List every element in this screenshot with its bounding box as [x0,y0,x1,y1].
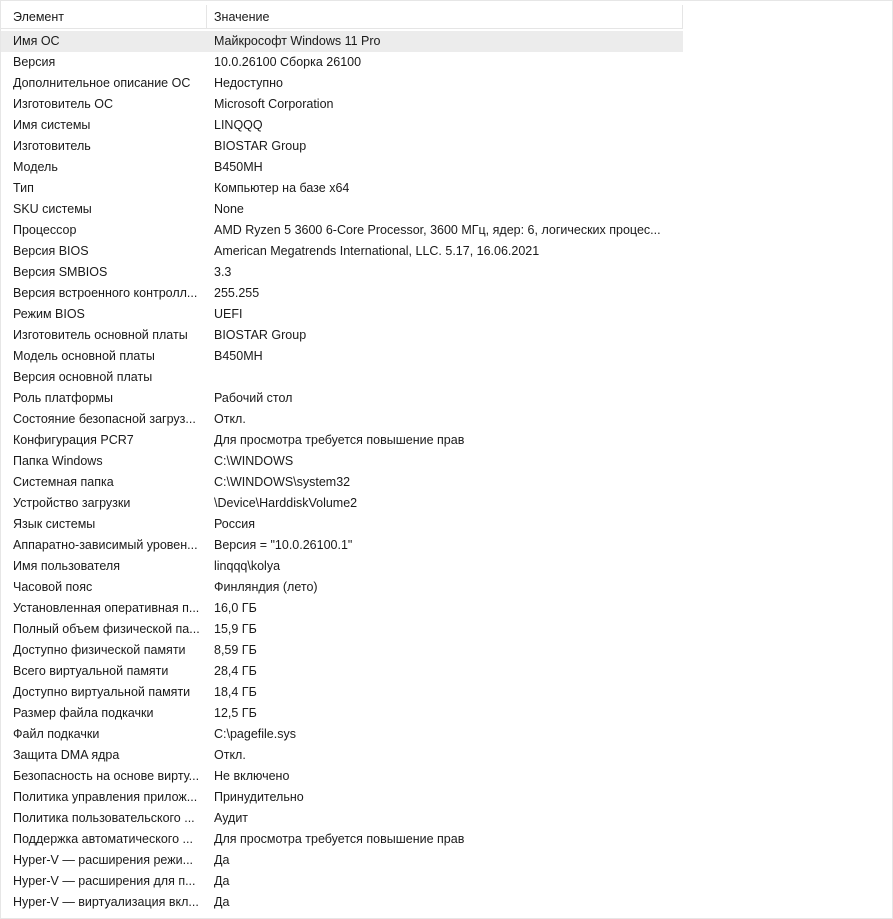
table-row[interactable] [1,514,683,535]
row-element: Роль платформы [13,391,113,405]
row-element: Модель [13,160,58,174]
row-value: 18,4 ГБ [214,685,257,699]
row-element: Версия BIOS [13,244,89,258]
table-row[interactable] [1,241,683,262]
row-element: Безопасность на основе вирту... [13,769,200,783]
row-element: Версия встроенного контролл... [13,286,198,300]
table-row[interactable] [1,766,683,787]
row-element: Папка Windows [13,454,103,468]
row-element: Размер файла подкачки [13,706,154,720]
table-row[interactable] [1,262,683,283]
table-row[interactable] [1,115,683,136]
row-element: Политика управления прилож... [13,790,198,804]
table-row[interactable] [1,199,683,220]
row-value: B450MH [214,349,263,363]
table-row[interactable] [1,430,683,451]
row-value: 28,4 ГБ [214,664,257,678]
table-row[interactable] [1,724,683,745]
row-element: Доступно виртуальной памяти [13,685,191,699]
row-value: 3.3 [214,265,232,279]
row-element: Установленная оперативная п... [13,601,200,615]
row-value: 10.0.26100 Сборка 26100 [214,55,362,69]
row-value: Майкрософт Windows 11 Pro [214,34,381,48]
row-value: linqqq\kolya [214,559,281,573]
table-row[interactable] [1,31,683,52]
row-element: Версия SMBIOS [13,265,108,279]
row-element: Режим BIOS [13,307,85,321]
list-header [1,5,683,29]
table-row[interactable] [1,682,683,703]
row-value: Россия [214,517,255,531]
row-value: 16,0 ГБ [214,601,257,615]
table-row[interactable] [1,892,683,913]
row-element: Состояние безопасной загруз... [13,412,196,426]
table-row[interactable] [1,346,683,367]
row-value: Для просмотра требуется повышение прав [214,433,465,447]
row-element: Поддержка автоматического ... [13,832,193,846]
row-value: Финляндия (лето) [214,580,318,594]
table-row[interactable] [1,661,683,682]
table-row[interactable] [1,577,683,598]
row-element: Доступно физической памяти [13,643,186,657]
table-row[interactable] [1,325,683,346]
row-value: American Megatrends International, LLC. 5.17, 16.06.2021 [214,244,540,258]
table-row[interactable] [1,850,683,871]
row-value: Для просмотра требуется повышение прав [214,832,465,846]
table-row[interactable] [1,52,683,73]
table-row[interactable] [1,745,683,766]
row-element: Изготовитель ОС [13,97,113,111]
table-row[interactable] [1,409,683,430]
row-element: Всего виртуальной памяти [13,664,169,678]
row-value: Да [214,853,230,867]
row-element: Файл подкачки [13,727,100,741]
system-summary-list [1,31,683,913]
row-element: Дополнительное описание ОС [13,76,191,90]
table-row[interactable] [1,787,683,808]
table-row[interactable] [1,472,683,493]
row-element: Hyper-V — расширения режи... [13,853,194,867]
table-row[interactable] [1,367,683,388]
row-value: Не включено [214,769,290,783]
column-header-element[interactable]: Элемент [1,5,207,29]
table-row[interactable] [1,619,683,640]
row-element: Тип [13,181,34,195]
row-value: Откл. [214,412,246,426]
row-element: Устройство загрузки [13,496,131,510]
row-value: B450MH [214,160,263,174]
row-value: Недоступно [214,76,283,90]
table-row[interactable] [1,829,683,850]
row-element: Процессор [13,223,77,237]
table-row[interactable] [1,598,683,619]
table-row[interactable] [1,388,683,409]
row-element: Версия основной платы [13,370,153,384]
row-element: Версия [13,55,56,69]
row-value: C:\WINDOWS\system32 [214,475,351,489]
row-element: Hyper-V — виртуализация вкл... [13,895,199,909]
table-row[interactable] [1,283,683,304]
row-value [207,367,683,388]
row-element: Язык системы [13,517,96,531]
table-row[interactable] [1,808,683,829]
row-value: BIOSTAR Group [214,328,307,342]
row-value: BIOSTAR Group [214,139,307,153]
table-row[interactable] [1,157,683,178]
table-row[interactable] [1,94,683,115]
row-element: Системная папка [13,475,114,489]
row-value: Откл. [214,748,246,762]
row-value: Версия = "10.0.26100.1" [214,538,353,552]
row-value: Аудит [214,811,249,825]
table-row[interactable] [1,451,683,472]
row-element: Имя пользователя [13,559,120,573]
table-row[interactable] [1,136,683,157]
table-row[interactable] [1,703,683,724]
table-row[interactable] [1,304,683,325]
table-row[interactable] [1,640,683,661]
row-element: Hyper-V — расширения для п... [13,874,196,888]
row-value: 15,9 ГБ [214,622,257,636]
row-value: UEFI [214,307,243,321]
table-row[interactable] [1,535,683,556]
row-value: Да [214,874,230,888]
row-element: Политика пользовательского ... [13,811,195,825]
row-value: Microsoft Corporation [214,97,334,111]
row-value: 255.255 [214,286,260,300]
row-element: Полный объем физической па... [13,622,200,636]
row-element: Изготовитель основной платы [13,328,188,342]
row-value: Принудительно [214,790,304,804]
row-value: Компьютер на базе x64 [214,181,350,195]
row-value: C:\WINDOWS [214,454,294,468]
table-row[interactable] [1,871,683,892]
row-element: Часовой пояс [13,580,93,594]
row-element: Защита DMA ядра [13,748,120,762]
row-element: Аппаратно-зависимый уровен... [13,538,198,552]
column-header-value[interactable]: Значение [207,5,683,29]
row-value: Да [214,895,230,909]
row-value: 8,59 ГБ [214,643,257,657]
row-element: Имя ОС [13,34,60,48]
row-value: Рабочий стол [214,391,293,405]
table-row[interactable] [1,220,683,241]
row-value: LINQQQ [214,118,263,132]
row-value: \Device\HarddiskVolume2 [214,496,358,510]
row-element: Модель основной платы [13,349,155,363]
row-element: Изготовитель [13,139,91,153]
row-element: SKU системы [13,202,92,216]
row-element: Имя системы [13,118,91,132]
row-value: 12,5 ГБ [214,706,257,720]
row-value: C:\pagefile.sys [214,727,296,741]
table-row[interactable] [1,493,683,514]
table-row[interactable] [1,73,683,94]
table-row[interactable] [1,556,683,577]
row-value: AMD Ryzen 5 3600 6-Core Processor, 3600 МГц, ядер: 6, логических процес... [214,223,661,237]
row-element: Конфигурация PCR7 [13,433,134,447]
row-value: None [214,202,244,216]
table-row[interactable] [1,178,683,199]
